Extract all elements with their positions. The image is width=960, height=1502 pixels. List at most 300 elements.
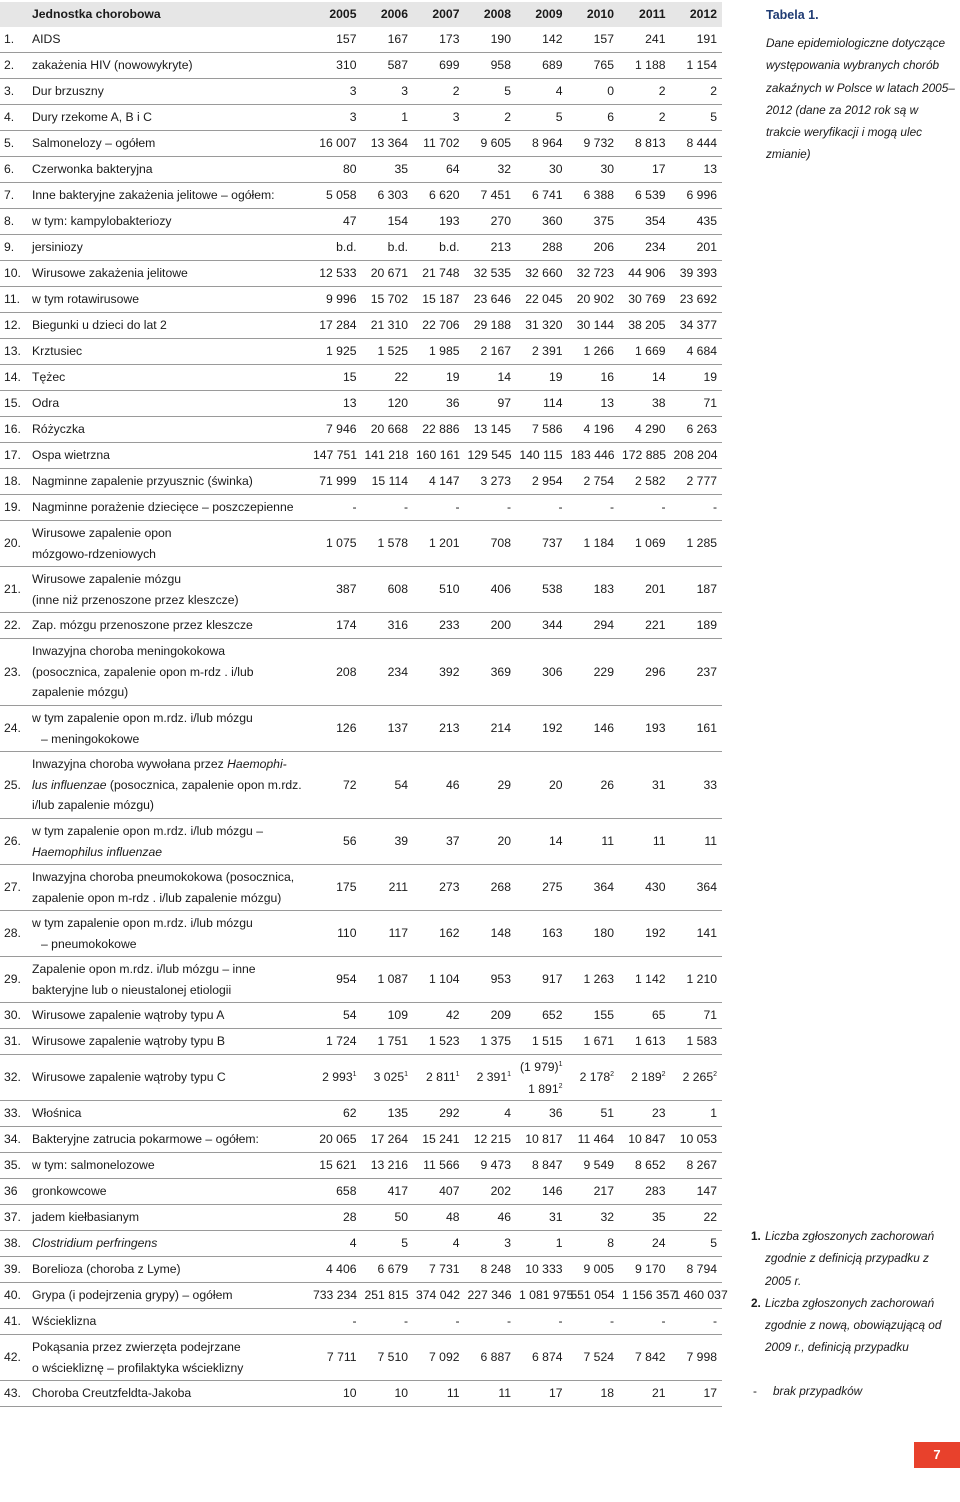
value-cell: 689 (516, 53, 568, 79)
value-cell: 273 (413, 865, 465, 911)
value-cell: 15 114 (362, 469, 414, 495)
value-cell: 2 (619, 105, 671, 131)
value-cell: 6 303 (362, 183, 414, 209)
value-cell: 189 (671, 613, 723, 639)
table-caption-description: Dane epidemiologiczne dotyczące występowania wybranych chorób zakaźnych w Polsce w latach 2005–2012 (dane za 2012 rok są w trakcie weryfikacji i mogą ulec zmianie) (766, 36, 955, 162)
disease-name-line: Nagminne zapalenie przyusznic (świnka) (32, 474, 253, 489)
row-number: 39. (0, 1257, 30, 1283)
value-cell: 2 (413, 79, 465, 105)
disease-name-line: Wirusowe zapalenie mózgu (32, 572, 182, 586)
value-cell: 6 679 (362, 1257, 414, 1283)
value-cell: 538 (516, 567, 568, 613)
value-cell: 8 813 (619, 131, 671, 157)
row-number: 5. (0, 131, 30, 157)
value-cell: 213 (413, 706, 465, 752)
value-cell: 21 (619, 1381, 671, 1407)
value-cell: 20 671 (362, 261, 414, 287)
value-text: 2 178 (579, 1070, 611, 1085)
disease-name-line: Wścieklizna (32, 1314, 97, 1329)
value-cell: 417 (362, 1179, 414, 1205)
value-text: 1 891 (528, 1081, 559, 1096)
footnote-ref: 2 (661, 1071, 666, 1079)
disease-name-line: zapalenie opon m-rdz . i/lub zapalenie mózgu) (32, 890, 282, 905)
table-row (0, 1127, 722, 1153)
value-cell: 13 364 (362, 131, 414, 157)
value-cell: 268 (465, 865, 517, 911)
value-cell: 5 (362, 1231, 414, 1257)
value-cell: 17 264 (362, 1127, 414, 1153)
value-cell (619, 1055, 671, 1101)
value-cell: 7 711 (310, 1335, 362, 1381)
value-cell: 1 081 975 (516, 1283, 568, 1309)
disease-name (30, 1179, 310, 1205)
value-cell: 316 (362, 613, 414, 639)
value-cell: 110 (310, 911, 362, 957)
row-number: 1. (0, 27, 30, 53)
value-cell: 5 (465, 79, 517, 105)
legend-text: brak przypadków (773, 1384, 863, 1398)
row-number: 27. (0, 865, 30, 911)
value-cell: 11 464 (568, 1127, 620, 1153)
value-cell: 430 (619, 865, 671, 911)
value-cell: 157 (310, 27, 362, 53)
value-cell: 17 (516, 1381, 568, 1407)
disease-name-italic: Clostridium perfringens (32, 1236, 158, 1251)
value-cell: 8 847 (516, 1153, 568, 1179)
disease-name-line: Inwazyjna choroba meningokokowa (32, 644, 226, 659)
table-row (0, 391, 722, 417)
value-cell: 551 054 (568, 1283, 620, 1309)
table-row (0, 209, 722, 235)
disease-name-line: (inne niż przenoszone przez kleszcze) (32, 592, 239, 607)
value-cell: 35 (619, 1205, 671, 1231)
value-cell: 15 187 (413, 287, 465, 313)
value-cell: 11 (671, 819, 723, 865)
value-cell: 13 (310, 391, 362, 417)
value-cell: 30 769 (619, 287, 671, 313)
value-cell: 208 (310, 639, 362, 706)
value-cell: 46 (413, 752, 465, 819)
value-cell: 10 053 (671, 1127, 723, 1153)
table-row (0, 261, 722, 287)
value-cell: 154 (362, 209, 414, 235)
table-row (0, 1335, 722, 1381)
value-cell: 10 817 (516, 1127, 568, 1153)
disease-name (30, 469, 310, 495)
value-cell: 251 815 (362, 1283, 414, 1309)
value-cell (310, 1055, 362, 1101)
value-cell: 4 147 (413, 469, 465, 495)
value-cell: 765 (568, 53, 620, 79)
value-cell: 187 (671, 567, 723, 613)
row-number: 33. (0, 1101, 30, 1127)
value-cell (465, 1055, 517, 1101)
footnotes (751, 1225, 951, 1359)
table-row (0, 706, 722, 752)
value-cell: 699 (413, 53, 465, 79)
value-cell: 958 (465, 53, 517, 79)
row-number: 28. (0, 911, 30, 957)
value-cell: 155 (568, 1003, 620, 1029)
value-cell: 30 (516, 157, 568, 183)
value-cell: 14 (465, 365, 517, 391)
value-cell: 292 (413, 1101, 465, 1127)
value-cell: 11 (465, 1381, 517, 1407)
row-number: 7. (0, 183, 30, 209)
row-number: 13. (0, 339, 30, 365)
value-cell: 1 142 (619, 957, 671, 1003)
value-cell: 29 (465, 752, 517, 819)
value-cell: 14 (516, 819, 568, 865)
value-cell: 369 (465, 639, 517, 706)
value-cell: 737 (516, 521, 568, 567)
value-cell: 1 087 (362, 957, 414, 1003)
value-cell: 71 (671, 1003, 723, 1029)
value-cell: 953 (465, 957, 517, 1003)
value-cell: 48 (413, 1205, 465, 1231)
value-cell: 146 (568, 706, 620, 752)
value-cell: 1 751 (362, 1029, 414, 1055)
table-row (0, 79, 722, 105)
value-cell: - (568, 495, 620, 521)
header-year-cell: 2006 (362, 2, 414, 27)
value-cell: 23 646 (465, 287, 517, 313)
value-cell: 30 144 (568, 313, 620, 339)
value-cell: 22 (671, 1205, 723, 1231)
value-cell: 2 (671, 79, 723, 105)
value-text: 3 025 (373, 1070, 405, 1085)
value-cell: 1 201 (413, 521, 465, 567)
row-number: 6. (0, 157, 30, 183)
value-cell: 192 (516, 706, 568, 752)
disease-name-line: w tym zapalenie opon m.rdz. i/lub mózgu – (32, 824, 263, 838)
value-cell: 1 925 (310, 339, 362, 365)
value-cell: 360 (516, 209, 568, 235)
value-cell: 42 (413, 1003, 465, 1029)
value-cell: - (671, 495, 723, 521)
value-cell: 7 586 (516, 417, 568, 443)
value-cell: 17 (619, 157, 671, 183)
row-number: 3. (0, 79, 30, 105)
value-cell: 146 (516, 1179, 568, 1205)
disease-name (30, 235, 310, 261)
value-cell: 20 668 (362, 417, 414, 443)
value-cell: 147 (671, 1179, 723, 1205)
disease-name-line: Wirusowe zapalenie wątroby typu C (32, 1070, 226, 1085)
value-cell: - (362, 1309, 414, 1335)
row-number: 20. (0, 521, 30, 567)
value-cell: 167 (362, 27, 414, 53)
value-cell: 387 (310, 567, 362, 613)
value-cell: 32 (465, 157, 517, 183)
disease-name (30, 706, 310, 752)
value-cell: 137 (362, 706, 414, 752)
value-cell: 174 (310, 613, 362, 639)
value-cell: 8 964 (516, 131, 568, 157)
value-cell: 407 (413, 1179, 465, 1205)
value-cell: 1 075 (310, 521, 362, 567)
disease-name (30, 1257, 310, 1283)
legend (753, 1384, 862, 1398)
value-cell: 7 451 (465, 183, 517, 209)
value-cell: b.d. (362, 235, 414, 261)
footnote (751, 1292, 951, 1359)
value-cell: 16 007 (310, 131, 362, 157)
value-cell: 9 005 (568, 1257, 620, 1283)
value-cell: 4 684 (671, 339, 723, 365)
row-number: 30. (0, 1003, 30, 1029)
value-cell: 8 248 (465, 1257, 517, 1283)
value-cell: 3 (465, 1231, 517, 1257)
disease-name-line: w tym: salmonelozowe (32, 1158, 155, 1173)
value-cell: 13 216 (362, 1153, 414, 1179)
footnote-ref: 1 (455, 1071, 460, 1079)
value-cell: 270 (465, 209, 517, 235)
page-number: 7 (914, 1442, 960, 1468)
value-cell: 22 886 (413, 417, 465, 443)
disease-name-line: w tym zapalenie opon m.rdz. i/lub mózgu (32, 711, 253, 725)
value-cell: 208 204 (671, 443, 723, 469)
row-number: 11. (0, 287, 30, 313)
value-cell: 2 167 (465, 339, 517, 365)
value-cell: 19 (516, 365, 568, 391)
disease-name-line: Biegunki u dzieci do lat 2 (32, 318, 167, 333)
disease-name-line: Nagminne porażenie dziecięce – poszczepienne (32, 500, 294, 515)
value-cell: 4 (516, 79, 568, 105)
table-row (0, 567, 722, 613)
value-cell: - (671, 1309, 723, 1335)
value-cell: 241 (619, 27, 671, 53)
disease-name-italic: lus influenzae (32, 777, 107, 792)
value-cell: 708 (465, 521, 517, 567)
value-cell: 733 234 (310, 1283, 362, 1309)
value-cell: - (516, 495, 568, 521)
value-cell: 7 524 (568, 1335, 620, 1381)
value-cell: 6 539 (619, 183, 671, 209)
footnote (751, 1225, 951, 1292)
row-number: 26. (0, 819, 30, 865)
value-cell: 13 (671, 157, 723, 183)
table-row (0, 53, 722, 79)
footnote-text: Liczba zgłoszonych zachorowań zgodnie z nową, obowiązującą od 2009 r., definicją przypadku (765, 1295, 942, 1355)
value-cell: 11 (413, 1381, 465, 1407)
value-cell: 50 (362, 1205, 414, 1231)
value-cell: 2 391 (516, 339, 568, 365)
value-cell: 6 (568, 105, 620, 131)
value-cell (568, 1055, 620, 1101)
value-cell: 21 748 (413, 261, 465, 287)
value-cell: 17 (671, 1381, 723, 1407)
value-cell: 8 652 (619, 1153, 671, 1179)
disease-name-line: jadem kiełbasianym (32, 1210, 140, 1225)
disease-name (30, 1127, 310, 1153)
table-row (0, 417, 722, 443)
value-cell: 283 (619, 1179, 671, 1205)
disease-name-line: Bakteryjne zatrucia pokarmowe – ogółem: (32, 1132, 259, 1147)
row-number: 32. (0, 1055, 30, 1101)
footnote-ref: 1 (404, 1071, 408, 1079)
row-number: 4. (0, 105, 30, 131)
disease-name-line: Dur brzuszny (32, 84, 104, 99)
value-cell: 71 999 (310, 469, 362, 495)
header-year-cell: 2008 (465, 2, 517, 27)
value-cell: 7 092 (413, 1335, 465, 1381)
value-cell: 1 (362, 105, 414, 131)
value-cell: 917 (516, 957, 568, 1003)
value-cell: 288 (516, 235, 568, 261)
value-cell: 172 885 (619, 443, 671, 469)
value-cell: 217 (568, 1179, 620, 1205)
value-cell: 135 (362, 1101, 414, 1127)
value-cell: 173 (413, 27, 465, 53)
value-cell: 16 (568, 365, 620, 391)
value-cell: 3 (310, 79, 362, 105)
disease-name (30, 131, 310, 157)
stacked-values (520, 1056, 563, 1100)
value-cell: 6 620 (413, 183, 465, 209)
value-cell: 141 218 (362, 443, 414, 469)
value-cell: 15 241 (413, 1127, 465, 1153)
value-cell: 1 263 (568, 957, 620, 1003)
value-cell: 9 996 (310, 287, 362, 313)
value-cell: 114 (516, 391, 568, 417)
value-cell: 183 (568, 567, 620, 613)
value-cell: 8 (568, 1231, 620, 1257)
value-cell: 296 (619, 639, 671, 706)
value-cell: 22 (362, 365, 414, 391)
value-cell: 163 (516, 911, 568, 957)
disease-name-line: Dury rzekome A, B i C (32, 110, 152, 125)
footnote-ref: 2 (713, 1071, 717, 1079)
value-cell: 56 (310, 819, 362, 865)
value-cell: 72 (310, 752, 362, 819)
value-text: 2 391 (476, 1070, 508, 1085)
value-cell: 4 290 (619, 417, 671, 443)
value-cell: - (619, 495, 671, 521)
value-cell: 201 (671, 235, 723, 261)
header-year-cell: 2005 (310, 2, 362, 27)
value-cell: 20 902 (568, 287, 620, 313)
table-caption-title: Tabela 1. (766, 8, 819, 22)
value-cell: 3 273 (465, 469, 517, 495)
value-cell: 142 (516, 27, 568, 53)
epidemiology-table (0, 2, 728, 1407)
value-cell: 9 605 (465, 131, 517, 157)
value-cell: 510 (413, 567, 465, 613)
disease-name (30, 865, 310, 911)
value-cell: 11 702 (413, 131, 465, 157)
disease-name (30, 567, 310, 613)
value-cell: 183 446 (568, 443, 620, 469)
disease-name-line: Włośnica (32, 1106, 82, 1121)
row-number: 16. (0, 417, 30, 443)
disease-name-line: Ospa wietrzna (32, 448, 110, 463)
value-cell: b.d. (413, 235, 465, 261)
value-cell: 54 (310, 1003, 362, 1029)
disease-name (30, 495, 310, 521)
disease-name (30, 417, 310, 443)
value-cell: 8 267 (671, 1153, 723, 1179)
disease-name-line: Inwazyjna choroba wywołana przez (32, 757, 228, 772)
disease-name-line: (posocznica, zapalenie opon m.rdz. (106, 777, 302, 792)
value-cell: 364 (671, 865, 723, 911)
disease-name (30, 261, 310, 287)
value-cell: 209 (465, 1003, 517, 1029)
table-row (0, 131, 722, 157)
value-cell: 6 263 (671, 417, 723, 443)
table-row (0, 157, 722, 183)
value-cell: 1 375 (465, 1029, 517, 1055)
value-text: 2 189 (631, 1070, 662, 1085)
value-cell: 160 161 (413, 443, 465, 469)
value-cell: 7 731 (413, 1257, 465, 1283)
value-cell: 406 (465, 567, 517, 613)
header-year-cell: 2012 (671, 2, 723, 27)
table-row (0, 911, 722, 957)
value-cell: 275 (516, 865, 568, 911)
value-cell: 392 (413, 639, 465, 706)
value-cell: 213 (465, 235, 517, 261)
value-cell: 435 (671, 209, 723, 235)
row-number: 18. (0, 469, 30, 495)
disease-name-line: Inne bakteryjne zakażenia jelitowe – ogółem: (32, 188, 275, 203)
value-cell: 23 (619, 1101, 671, 1127)
footnote-ref: 1 (507, 1071, 511, 1079)
footnote-ref: 2 (610, 1071, 614, 1079)
value-cell: 1 285 (671, 521, 723, 567)
value-cell: 234 (362, 639, 414, 706)
value-cell: 23 692 (671, 287, 723, 313)
value-cell: 29 188 (465, 313, 517, 339)
value-cell: 310 (310, 53, 362, 79)
value-cell: 1 578 (362, 521, 414, 567)
header-year-cell: 2011 (619, 2, 671, 27)
value-cell (516, 1055, 568, 1101)
value-cell: 36 (516, 1101, 568, 1127)
value-cell: 20 065 (310, 1127, 362, 1153)
value-cell: 31 (619, 752, 671, 819)
value-text: 2 265 (682, 1070, 714, 1085)
value-cell: 7 946 (310, 417, 362, 443)
value-cell: 129 545 (465, 443, 517, 469)
disease-name-line: Pokąsania przez zwierzęta podejrzane (32, 1340, 241, 1354)
value-cell: 200 (465, 613, 517, 639)
disease-name (30, 1029, 310, 1055)
value-cell: 120 (362, 391, 414, 417)
disease-name (30, 443, 310, 469)
footnote-text: Liczba zgłoszonych zachorowań zgodnie z definicją przypadku z 2005 r. (765, 1229, 935, 1288)
value-cell: 39 393 (671, 261, 723, 287)
value-cell: - (465, 1309, 517, 1335)
value-cell: 2 954 (516, 469, 568, 495)
value-cell: 22 045 (516, 287, 568, 313)
table-row (0, 1309, 722, 1335)
table-row (0, 957, 722, 1003)
row-number: 34. (0, 1127, 30, 1153)
value-cell: 2 777 (671, 469, 723, 495)
value-cell: 9 549 (568, 1153, 620, 1179)
value-cell: 1 523 (413, 1029, 465, 1055)
value-cell: 31 (516, 1205, 568, 1231)
value-cell: 2 754 (568, 469, 620, 495)
value-cell: 109 (362, 1003, 414, 1029)
value-cell: 1 104 (413, 957, 465, 1003)
table-row (0, 313, 722, 339)
value-cell: 1 985 (413, 339, 465, 365)
value-cell: 306 (516, 639, 568, 706)
value-cell: 4 (413, 1231, 465, 1257)
value-cell: 126 (310, 706, 362, 752)
